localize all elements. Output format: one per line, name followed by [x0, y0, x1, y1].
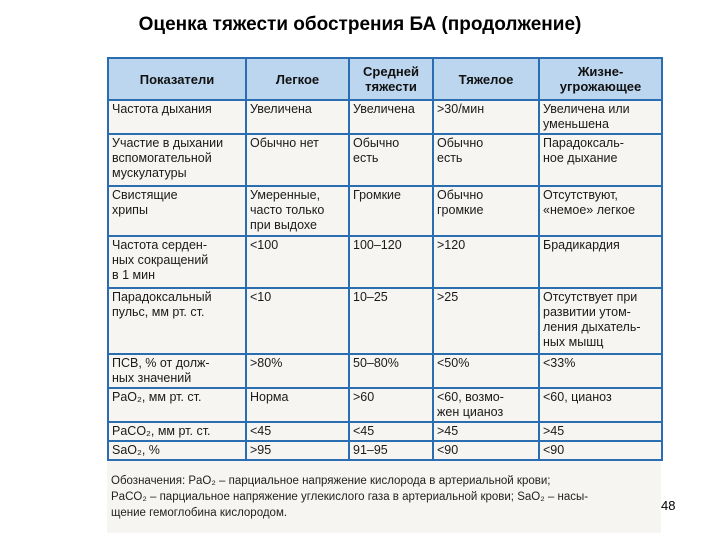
table-cell: >45 — [539, 422, 662, 441]
table-row — [108, 100, 662, 134]
table-cell: Участие в дыхании вспомогательной мускулатуры — [108, 134, 246, 186]
table-cell: <10 — [246, 288, 349, 354]
table-cell: Частота дыхания — [108, 100, 246, 134]
table-cell: 100–120 — [349, 236, 433, 288]
table-cell: Отсутствуют, «немое» легкое — [539, 186, 662, 236]
slide-title: Оценка тяжести обострения БА (продолжение) — [138, 14, 582, 35]
table-footnote: Обозначения: PaO₂ – парциальное напряжение кислорода в артериальной крови; PaCO₂ – парциальное напряжение углекислого газа в артериальной крови; SaO₂ – насы- щение гемоглобина кислородом. — [111, 475, 589, 519]
table-cell: PaO₂, мм рт. ст. — [108, 388, 246, 422]
table-cell: Увеличена — [349, 100, 433, 134]
table-cell: Обычно есть — [349, 134, 433, 186]
table-cell: >30/мин — [433, 100, 539, 134]
severity-table — [107, 57, 663, 461]
table-cell: Частота серден- ных сокращений в 1 мин — [108, 236, 246, 288]
table-cell: Отсутствует при развитии утом- ления дыхатель- ных мышц — [539, 288, 662, 354]
table-cell: Свистящие хрипы — [108, 186, 246, 236]
table-cell: ПСВ, % от долж- ных значений — [108, 354, 246, 388]
header-moderate: Средней тяжести — [349, 58, 433, 100]
table-cell: 50–80% — [349, 354, 433, 388]
table-cell: Обычно громкие — [433, 186, 539, 236]
table-cell: Брадикардия — [539, 236, 662, 288]
table-cell: Парадоксальный пульс, мм рт. ст. — [108, 288, 246, 354]
table-cell: Громкие — [349, 186, 433, 236]
table-row — [108, 134, 662, 186]
table-cell: <45 — [246, 422, 349, 441]
table-cell: PaCO₂, мм рт. ст. — [108, 422, 246, 441]
table-cell: 10–25 — [349, 288, 433, 354]
table-cell: <45 — [349, 422, 433, 441]
scanned-table-image — [107, 57, 661, 533]
table-cell: >120 — [433, 236, 539, 288]
table-cell: Норма — [246, 388, 349, 422]
table-cell: 91–95 — [349, 441, 433, 460]
table-cell: >45 — [433, 422, 539, 441]
table-cell: <100 — [246, 236, 349, 288]
table-cell: <90 — [539, 441, 662, 460]
page-number: 48 — [661, 498, 676, 513]
table-cell: Увеличена или уменьшена — [539, 100, 662, 134]
header-life-threatening: Жизне- угрожающее — [539, 58, 662, 100]
table-cell: <90 — [433, 441, 539, 460]
table-row — [108, 354, 662, 388]
header-severe: Тяжелое — [433, 58, 539, 100]
table-cell: >25 — [433, 288, 539, 354]
table-header-row — [108, 58, 662, 100]
table-row — [108, 422, 662, 441]
table-cell: Увеличена — [246, 100, 349, 134]
table-cell: <33% — [539, 354, 662, 388]
table-cell: Обычно есть — [433, 134, 539, 186]
table-cell: Парадоксаль- ное дыхание — [539, 134, 662, 186]
header-mild: Легкое — [246, 58, 349, 100]
header-indicators: Показатели — [108, 58, 246, 100]
table-cell: SaO₂, % — [108, 441, 246, 460]
table-cell: <60, возмо- жен цианоз — [433, 388, 539, 422]
table-cell: <50% — [433, 354, 539, 388]
table-row — [108, 388, 662, 422]
table-row — [108, 441, 662, 460]
table-cell: Обычно нет — [246, 134, 349, 186]
table-row — [108, 236, 662, 288]
table-cell: >60 — [349, 388, 433, 422]
table-row — [108, 186, 662, 236]
table-row — [108, 288, 662, 354]
table-cell: <60, цианоз — [539, 388, 662, 422]
table-cell: >95 — [246, 441, 349, 460]
table-cell: >80% — [246, 354, 349, 388]
table-cell: Умеренные, часто только при выдохе — [246, 186, 349, 236]
